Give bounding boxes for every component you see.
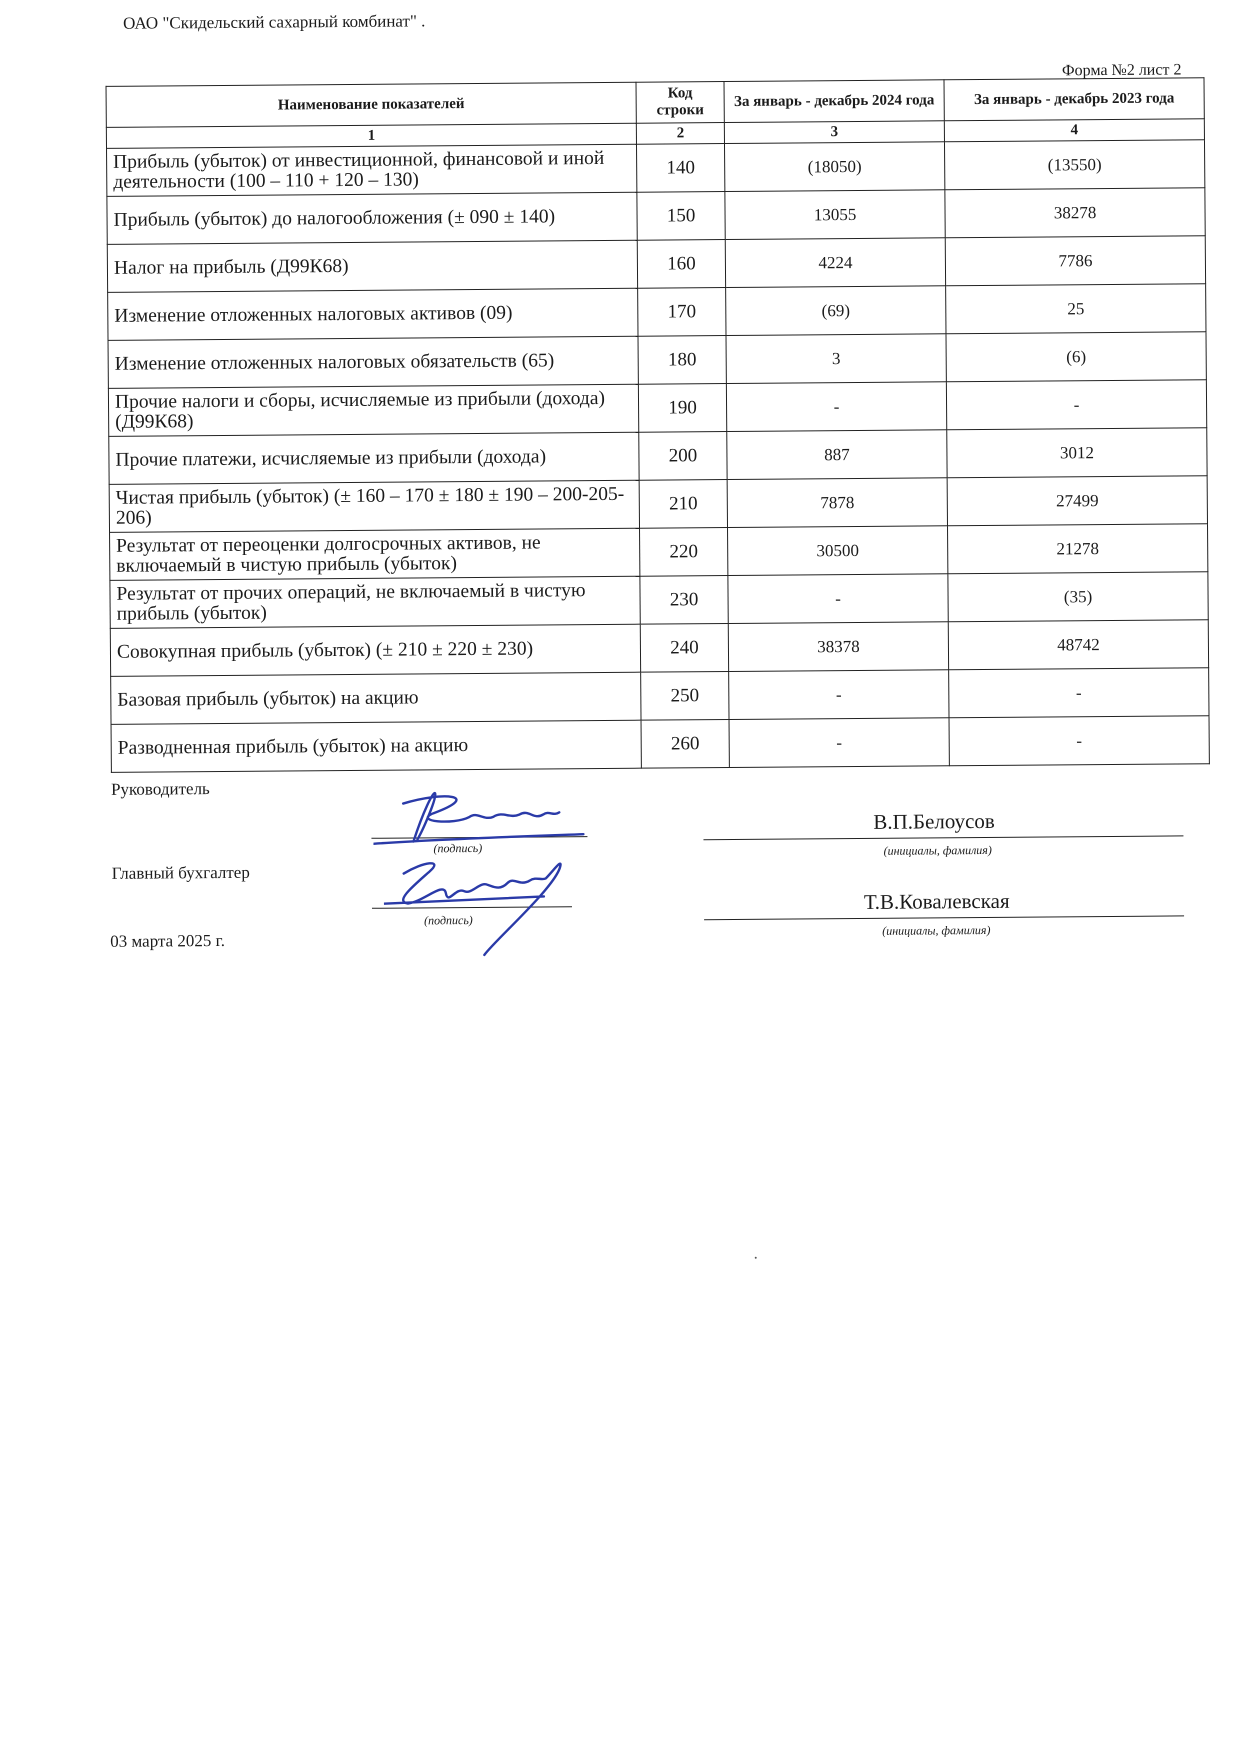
row-name: Прочие налоги и сборы, исчисляемые из прибыли (дохода) (Д99К68) xyxy=(108,384,638,436)
row-value-2024: 30500 xyxy=(728,526,948,576)
accountant-label: Главный бухгалтер xyxy=(111,862,250,883)
row-value-2023: 21278 xyxy=(947,524,1207,574)
row-code: 150 xyxy=(637,192,725,241)
form-label: Форма №2 лист 2 xyxy=(1061,61,1182,80)
row-value-2024: - xyxy=(729,718,949,768)
row-code: 220 xyxy=(640,528,728,577)
row-code: 240 xyxy=(640,623,728,672)
row-value-2024: - xyxy=(726,382,946,432)
row-value-2023: 25 xyxy=(946,284,1206,334)
row-code: 140 xyxy=(636,144,724,193)
row-name: Результат от переоценки долгосрочных активов, не включаемый в чистую прибыль (убыток) xyxy=(110,528,640,580)
column-number: 3 xyxy=(724,121,944,144)
header-current-period: За январь - декабрь 2024 года xyxy=(724,80,944,123)
column-number: 1 xyxy=(106,123,636,148)
row-code: 250 xyxy=(641,671,729,720)
row-value-2024: 13055 xyxy=(725,190,945,240)
row-code: 210 xyxy=(639,480,727,529)
head-name-line xyxy=(703,835,1183,840)
head-label: Руководитель xyxy=(110,779,210,799)
row-name: Прочие платежи, исчисляемые из прибыли (дохода) xyxy=(109,432,639,484)
report-date: 03 марта 2025 г. xyxy=(110,930,226,951)
scan-speck xyxy=(755,1257,757,1259)
row-value-2023: - xyxy=(949,668,1209,718)
header-code: Код строки xyxy=(636,82,724,124)
accountant-name-line xyxy=(704,915,1184,920)
row-code: 200 xyxy=(639,432,727,481)
column-number: 4 xyxy=(944,119,1204,142)
header-previous-period: За январь - декабрь 2023 года xyxy=(944,78,1204,121)
row-value-2024: - xyxy=(729,670,949,720)
row-value-2024: 38378 xyxy=(728,622,948,672)
head-name-hint: (инициалы, фамилия) xyxy=(883,842,992,858)
row-name: Разводненная прибыль (убыток) на акцию xyxy=(111,720,641,772)
row-name: Чистая прибыль (убыток) (± 160 – 170 ± 180 ± 190 – 200-205-206) xyxy=(109,480,639,532)
row-value-2024: (69) xyxy=(726,286,946,336)
accountant-signature-hint: (подпись) xyxy=(424,913,473,928)
row-name: Налог на прибыль (Д99К68) xyxy=(107,240,637,292)
accountant-signature-image xyxy=(384,850,625,962)
row-value-2023: 48742 xyxy=(948,620,1208,670)
row-name: Изменение отложенных налоговых активов (09) xyxy=(108,288,638,340)
row-value-2023: (6) xyxy=(946,332,1206,382)
row-value-2023: - xyxy=(949,716,1209,766)
row-code: 260 xyxy=(641,719,729,768)
head-signature-hint: (подпись) xyxy=(433,840,483,856)
row-value-2024: 7878 xyxy=(727,478,947,528)
row-value-2023: (35) xyxy=(948,572,1208,622)
row-value-2023: (13550) xyxy=(944,140,1204,190)
row-name: Совокупная прибыль (убыток) (± 210 ± 220 ± 230) xyxy=(110,624,640,676)
organization-name: ОАО "Скидельский сахарный комбинат" . xyxy=(122,11,426,33)
row-code: 230 xyxy=(640,576,728,625)
row-name: Базовая прибыль (убыток) на акцию xyxy=(111,672,641,724)
accountant-name: Т.В.Ковалевская xyxy=(863,888,1010,914)
row-value-2024: 4224 xyxy=(725,238,945,288)
row-value-2023: 3012 xyxy=(947,428,1207,478)
row-code: 170 xyxy=(638,288,726,337)
row-code: 160 xyxy=(637,240,725,289)
row-value-2023: - xyxy=(946,380,1206,430)
head-name: В.П.Белоусов xyxy=(873,808,995,834)
row-value-2024: 3 xyxy=(726,334,946,384)
row-value-2023: 7786 xyxy=(945,236,1205,286)
row-name: Результат от прочих операций, не включаемый в чистую прибыль (убыток) xyxy=(110,576,640,628)
row-code: 190 xyxy=(638,384,726,433)
row-value-2023: 27499 xyxy=(947,476,1207,526)
column-number: 2 xyxy=(636,123,724,145)
accountant-name-hint: (инициалы, фамилия) xyxy=(882,922,991,938)
row-code: 180 xyxy=(638,336,726,385)
row-name: Прибыль (убыток) до налогообложения (± 090 ± 140) xyxy=(107,192,637,244)
row-value-2024: - xyxy=(728,574,948,624)
header-name: Наименование показателей xyxy=(106,82,636,127)
row-name: Изменение отложенных налоговых обязательств (65) xyxy=(108,336,638,388)
row-value-2024: 887 xyxy=(727,430,947,480)
row-value-2024: (18050) xyxy=(724,142,944,192)
row-value-2023: 38278 xyxy=(945,188,1205,238)
row-name: Прибыль (убыток) от инвестиционной, финансовой и иной деятельности (100 – 110 + 120 – 130) xyxy=(107,144,637,196)
